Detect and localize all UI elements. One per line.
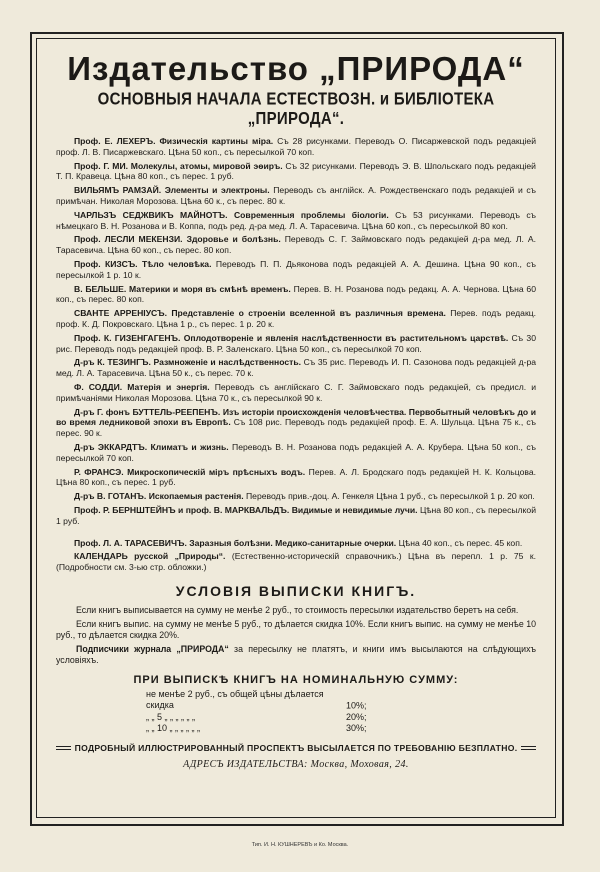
book-author: Д-ръ В. ГОТАНЪ. <box>74 491 147 502</box>
book-author: Ф. СОДДИ. <box>74 381 123 392</box>
journal-subscribers: Подписчики журнала „ПРИРОДА“ <box>76 643 229 654</box>
book-details: Перев. подъ редакц. проф. К. Д. Покровскаго. Цѣна 1 р., съ перес. 1 р. 20 к. <box>56 308 537 329</box>
discount-rate: 30%; <box>346 723 367 734</box>
discount-condition: „ „ 5 „ „ „ „ „ „ <box>146 711 195 722</box>
book-author: В. БЕЛЬШЕ. <box>74 283 127 294</box>
book-details: Съ 53 рисунками. Переводъ съ нѣмецкаго В. Н. Розанова и В. Коппа, подъ ред. д-ра мед. Л. А. Тарасевича. Цѣна 60 коп., съ пересылкой 80 коп. <box>56 209 537 231</box>
book-details: Перев. В. Н. Розанова подъ редакц. А. А. Чернова. Цѣна 60 коп., съ перес. 80 коп. <box>56 283 536 305</box>
discount-row <box>146 689 536 712</box>
book-details: Переводъ съ англiйск. А. Рождественскаго подъ редакцiей и съ примѣчан. Николая Морозова. Цѣна 60 к., съ перес. 80 к. <box>56 185 537 206</box>
book-entry <box>56 210 536 232</box>
book-entry <box>56 284 536 306</box>
book-details: Переводъ С. Г. Займовскаго подъ редакцiей д-ра мед. Л. А. Тарасевича. Цѣна 60 коп., съ перес. 80 коп. <box>56 234 537 256</box>
book-title: Оплодотворенiе и явленiя наслѣдственности въ растительномъ царствѣ. <box>183 332 509 343</box>
conditions-para-1: Если книгъ выписывается на сумму не менѣе 2 руб., то стоимость пересылки издательство беретъ на себя. <box>76 604 519 615</box>
book-title: Здоровье и болѣзнь. <box>186 234 281 245</box>
book-details: Съ 30 рис. Переводъ подъ редакцiей проф. В. Р. Заленскаго. Цѣна 50 коп., съ пересылкой 70 коп. <box>56 332 536 354</box>
book-title: Матерiя и энергiя. <box>127 381 210 392</box>
book-title: Молекулы, атомы, мировой эѳиръ. <box>130 160 283 171</box>
book-entry <box>56 551 536 573</box>
printer-imprint: Тип. И. Н. КУШНЕРЕВЪ и Ко. Москва. <box>251 842 349 848</box>
book-list <box>56 136 536 527</box>
conditions-para-3 <box>56 644 536 666</box>
publisher-title: Издательство „ПРИРОДА“ <box>67 50 525 87</box>
page-content <box>56 50 536 770</box>
book-title: Тѣло человѣка. <box>142 258 212 269</box>
book-title: Микроскопическiй мiръ прѣсныхъ водъ. <box>127 466 306 477</box>
book-entry <box>56 161 536 183</box>
book-author: Проф. К. ГИЗЕНГАГЕНЪ. <box>74 332 181 343</box>
book-title: Представленiе о строенiи вселенной въ различныя времена. <box>171 308 446 319</box>
book-author: Д-ръ Г. фонъ БУТТЕЛЬ-РЕЕПЕНЪ. <box>74 406 221 417</box>
publisher-address: АДРЕСЪ ИЗДАТЕЛЬСТВА: Москва, Моховая, 24. <box>183 758 409 770</box>
book-entry <box>56 234 536 256</box>
book-entry <box>56 467 536 489</box>
nominal-heading: ПРИ ВЫПИСКѢ КНИГЪ НА НОМИНАЛЬНУЮ СУММУ: <box>133 673 459 686</box>
discount-condition: не менѣе 2 руб., съ общей цѣны дѣлается скидка <box>146 688 324 711</box>
series-subtitle: ОСНОВНЫЯ НАЧАЛА ЕСТЕСТВОЗН. и БИБЛIОТЕКА „ПРИРОДА“. <box>97 89 495 129</box>
book-entry <box>56 185 536 207</box>
discount-table <box>56 689 536 735</box>
book-author: СВАНТЕ АРРЕНIУСЪ. <box>74 308 167 319</box>
book-details: Переводъ съ англiйскаго С. Г. Займовскаго подъ редакцiей, съ предисл. и примѣчанiями Николая Морозова. Цѣна 70 к., съ пересылкой 90 к. <box>56 381 537 403</box>
book-entry <box>56 333 536 355</box>
banner-text: ПОДРОБНЫЙ ИЛЛЮСТРИРОВАННЫЙ ПРОСПЕКТЪ ВЫСЫЛАЕТСЯ ПО ТРЕБОВАНIЮ БЕЗПЛАТНО. <box>74 742 518 753</box>
discount-rate: 10%; <box>346 700 367 711</box>
banner-rule-right <box>521 746 536 750</box>
prospectus-banner <box>56 743 536 753</box>
book-author: Проф. Л. А. ТАРАСЕВИЧЪ. <box>74 537 187 548</box>
book-details: Переводъ П. П. Дьяконова подъ редакцiей А. А. Дешина. Цѣна 90 коп., съ пересылкой 1 р. 10 к. <box>56 258 536 280</box>
book-title: Видимые и невидимые лучи. <box>291 504 418 515</box>
book-entry <box>56 538 536 549</box>
book-author: Д-ръ ЭККАРДТЪ. <box>74 441 148 452</box>
book-author: Проф. КИЗСЪ. <box>74 258 138 269</box>
book-entry <box>56 442 536 464</box>
book-entry <box>56 407 536 439</box>
book-entry <box>56 382 536 404</box>
extra-book-list <box>56 538 536 573</box>
book-entry <box>56 308 536 330</box>
book-entry <box>56 491 536 502</box>
book-author: Проф. Г. МИ. <box>74 160 129 171</box>
conditions-para-3-rest: за пересылку не платятъ, и книги имъ высылаются на слѣдующихъ условiяхъ. <box>56 643 536 665</box>
discount-condition: „ „ 10 „ „ „ „ „ „ <box>146 723 200 734</box>
book-author: КАЛЕНДАРЬ русской „Природы“. <box>74 551 226 562</box>
book-title: Материки и моря въ смѣнѣ временъ. <box>129 283 291 294</box>
book-author: ВИЛЬЯМЪ РАМЗАЙ. <box>74 185 162 196</box>
book-details: Цѣна 40 коп., съ перес. 45 коп. <box>398 537 523 548</box>
book-title: Элементы и электроны. <box>164 185 270 196</box>
book-details: Переводъ прив.-доц. А. Генкеля Цѣна 1 руб., съ пересылкой 1 р. 20 коп. <box>245 491 535 502</box>
book-details: Перев. А. Л. Бродскаго подъ редакцiей Н. К. Кольцова. Цѣна 80 коп., съ перес. 1 руб. <box>56 466 536 488</box>
book-author: Д-ръ К. ТЕЗИНГЪ. <box>74 357 151 368</box>
book-author: Р. ФРАНСЭ. <box>74 466 124 477</box>
book-title: Современныя проблемы бiологiи. <box>233 209 389 220</box>
book-title: Физическiя картины мiра. <box>159 136 274 146</box>
banner-rule-left <box>56 746 71 750</box>
book-title: Заразныя болѣзни. Медико-санитарные очерки. <box>189 537 397 548</box>
book-details: Съ 35 рис. Переводъ И. П. Сазонова подъ редакцiей д-ра мед. Л. А. Тарасевича. Цѣна 50 к., съ перес. 70 к. <box>56 357 537 379</box>
book-entry <box>56 259 536 281</box>
book-entry <box>56 136 536 158</box>
book-author: Проф. Р. БЕРНШТЕЙНЪ и проф. В. МАРКВАЛЬДЪ. <box>74 504 290 515</box>
discount-rate: 20%; <box>346 711 367 722</box>
book-details: Съ 108 рис. Переводъ подъ редакцiей проф. Е. А. Шульца. Цѣна 75 к., съ перес. 90 к. <box>56 417 536 439</box>
book-author: Проф. Е. ЛЕХЕРЪ. <box>74 136 156 146</box>
book-details: (Естественно-историческiй справочникъ.) Цѣна въ перепл. 1 р. 75 к. (Подробности см. 3-ью стр. обложки.) <box>56 551 537 573</box>
book-details: Съ 28 рисунками. Переводъ О. Писаржевской подъ редакцiей проф. Л. В. Писаржевскаго. Цѣна 50 коп., съ пересылкой 70 коп. <box>56 136 537 157</box>
conditions-para-2: Если книгъ выпис. на сумму не менѣе 5 руб., то дѣлается скидка 10%. Если книгъ выпис. на сумму не менѣе 10 руб., то дѣлается скидка 20%. <box>56 618 536 640</box>
discount-row <box>146 723 536 735</box>
conditions-heading: УСЛОВIЯ ВЫПИСКИ КНИГЪ. <box>175 582 417 599</box>
book-title: Ископаемыя растенiя. <box>148 491 244 502</box>
book-title: Климатъ и жизнь. <box>150 441 229 452</box>
discount-row <box>146 712 536 724</box>
book-details: Переводъ В. Н. Розанова подъ редакцiей А. А. Крубера. Цѣна 50 коп., съ пересылкой 70 коп. <box>56 441 536 463</box>
book-title: Размноженiе и наслѣдственность. <box>153 357 302 368</box>
book-entry <box>56 357 536 379</box>
book-author: ЧАРЛЬЗЪ СЕДЖВИКЪ МАЙНОТЪ. <box>74 209 228 220</box>
book-title: Изъ исторiи происхожденiя человѣчества. Первобытный человѣкъ до и во время ледниковой эпохи въ Европѣ. <box>56 406 536 428</box>
book-details: Цѣна 80 коп., съ пересылкой 1 руб. <box>56 504 536 526</box>
book-entry <box>56 505 536 527</box>
book-author: Проф. ЛЕСЛИ МЕКЕНЗИ. <box>74 234 183 245</box>
book-details: Съ 32 рисунками. Переводъ Э. В. Шпольскаго подъ редакцiей Т. П. Кравеца. Цѣна 80 коп., съ перес. 1 руб. <box>56 160 536 182</box>
